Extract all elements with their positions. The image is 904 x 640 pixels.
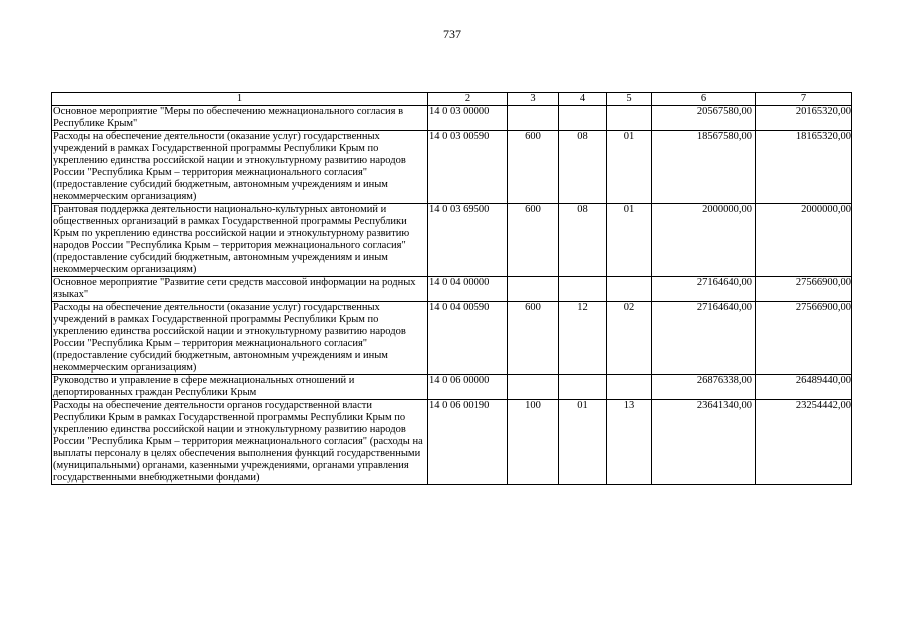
row-col-4: 08 (559, 204, 607, 277)
header-col-7: 7 (756, 93, 852, 106)
row-col-4 (559, 277, 607, 302)
row-amount-col-7: 20165320,00 (756, 106, 852, 131)
row-code: 14 0 04 00590 (428, 302, 508, 375)
header-col-5: 5 (607, 93, 652, 106)
row-description: Основное мероприятие "Развитие сети средств массовой информации на родных языках" (52, 277, 428, 302)
row-amount-col-6: 27164640,00 (652, 302, 756, 375)
row-code: 14 0 03 00000 (428, 106, 508, 131)
row-description: Руководство и управление в сфере межнациональных отношений и депортированных граждан Республики Крым (52, 375, 428, 400)
row-col-3: 600 (508, 302, 559, 375)
row-col-5: 02 (607, 302, 652, 375)
row-code: 14 0 03 00590 (428, 131, 508, 204)
row-amount-col-6: 20567580,00 (652, 106, 756, 131)
row-code: 14 0 06 00190 (428, 400, 508, 485)
row-description: Расходы на обеспечение деятельности органов государственной власти Республики Крым в рамках Государственной программы Республики Крым по укреплению единства российской нации и этнокультурному развитию народов России "Республика Крым – территория межнационального согласия" (расходы на выплаты персоналу в целях обеспечения выполнения функций государственными (муниципальными) органами, казенными учреждениями, органами управления государственными внебюджетными фондами) (52, 400, 428, 485)
row-col-4: 01 (559, 400, 607, 485)
table-row (52, 302, 852, 375)
row-description: Расходы на обеспечение деятельности (оказание услуг) государственных учреждений в рамках Государственной программы Республики Крым по укреплению единства российской нации и этнокультурному развитию народов России "Республика Крым – территория межнационального согласия" (предоставление субсидий бюджетным, автономным учреждениям и иным некоммерческим организациям) (52, 131, 428, 204)
row-col-3 (508, 277, 559, 302)
row-col-5 (607, 375, 652, 400)
row-col-5 (607, 106, 652, 131)
header-col-1: 1 (52, 93, 428, 106)
table-row (52, 131, 852, 204)
header-col-4: 4 (559, 93, 607, 106)
row-col-5: 13 (607, 400, 652, 485)
header-col-6: 6 (652, 93, 756, 106)
header-row (52, 93, 852, 106)
row-amount-col-6: 23641340,00 (652, 400, 756, 485)
row-col-3 (508, 375, 559, 400)
row-col-4 (559, 375, 607, 400)
row-col-5 (607, 277, 652, 302)
table-row (52, 375, 852, 400)
budget-table (51, 92, 852, 485)
row-amount-col-7: 27566900,00 (756, 302, 852, 375)
row-amount-col-7: 2000000,00 (756, 204, 852, 277)
row-amount-col-6: 27164640,00 (652, 277, 756, 302)
row-description: Грантовая поддержка деятельности национально-культурных автономий и общественных организаций в рамках Государственной программы Республики Крым по укреплению единства российской нации и этнокультурному развитию народов России "Республика Крым – территория межнационального согласия" (предоставление субсидий бюджетным, автономным учреждениям и иным некоммерческим организациям) (52, 204, 428, 277)
row-col-3: 600 (508, 204, 559, 277)
row-col-5: 01 (607, 131, 652, 204)
row-code: 14 0 03 69500 (428, 204, 508, 277)
header-col-3: 3 (508, 93, 559, 106)
row-col-3 (508, 106, 559, 131)
row-amount-col-6: 26876338,00 (652, 375, 756, 400)
table-row (52, 277, 852, 302)
row-col-4 (559, 106, 607, 131)
row-amount-col-7: 26489440,00 (756, 375, 852, 400)
row-description: Основное мероприятие "Меры по обеспечению межнационального согласия в Республике Крым" (52, 106, 428, 131)
row-col-5: 01 (607, 204, 652, 277)
table-row (52, 106, 852, 131)
row-col-4: 12 (559, 302, 607, 375)
table-row (52, 400, 852, 485)
row-col-4: 08 (559, 131, 607, 204)
row-code: 14 0 06 00000 (428, 375, 508, 400)
row-col-3: 100 (508, 400, 559, 485)
row-amount-col-7: 18165320,00 (756, 131, 852, 204)
row-amount-col-7: 23254442,00 (756, 400, 852, 485)
table-row (52, 204, 852, 277)
row-description: Расходы на обеспечение деятельности (оказание услуг) государственных учреждений в рамках Государственной программы Республики Крым по укреплению единства российской нации и этнокультурному развитию народов России "Республика Крым – территория межнационального согласия" (предоставление субсидий бюджетным, автономным учреждениям и иным некоммерческим организациям) (52, 302, 428, 375)
row-amount-col-6: 2000000,00 (652, 204, 756, 277)
row-amount-col-7: 27566900,00 (756, 277, 852, 302)
header-col-2: 2 (428, 93, 508, 106)
page-number: 737 (443, 27, 461, 41)
row-code: 14 0 04 00000 (428, 277, 508, 302)
row-amount-col-6: 18567580,00 (652, 131, 756, 204)
row-col-3: 600 (508, 131, 559, 204)
